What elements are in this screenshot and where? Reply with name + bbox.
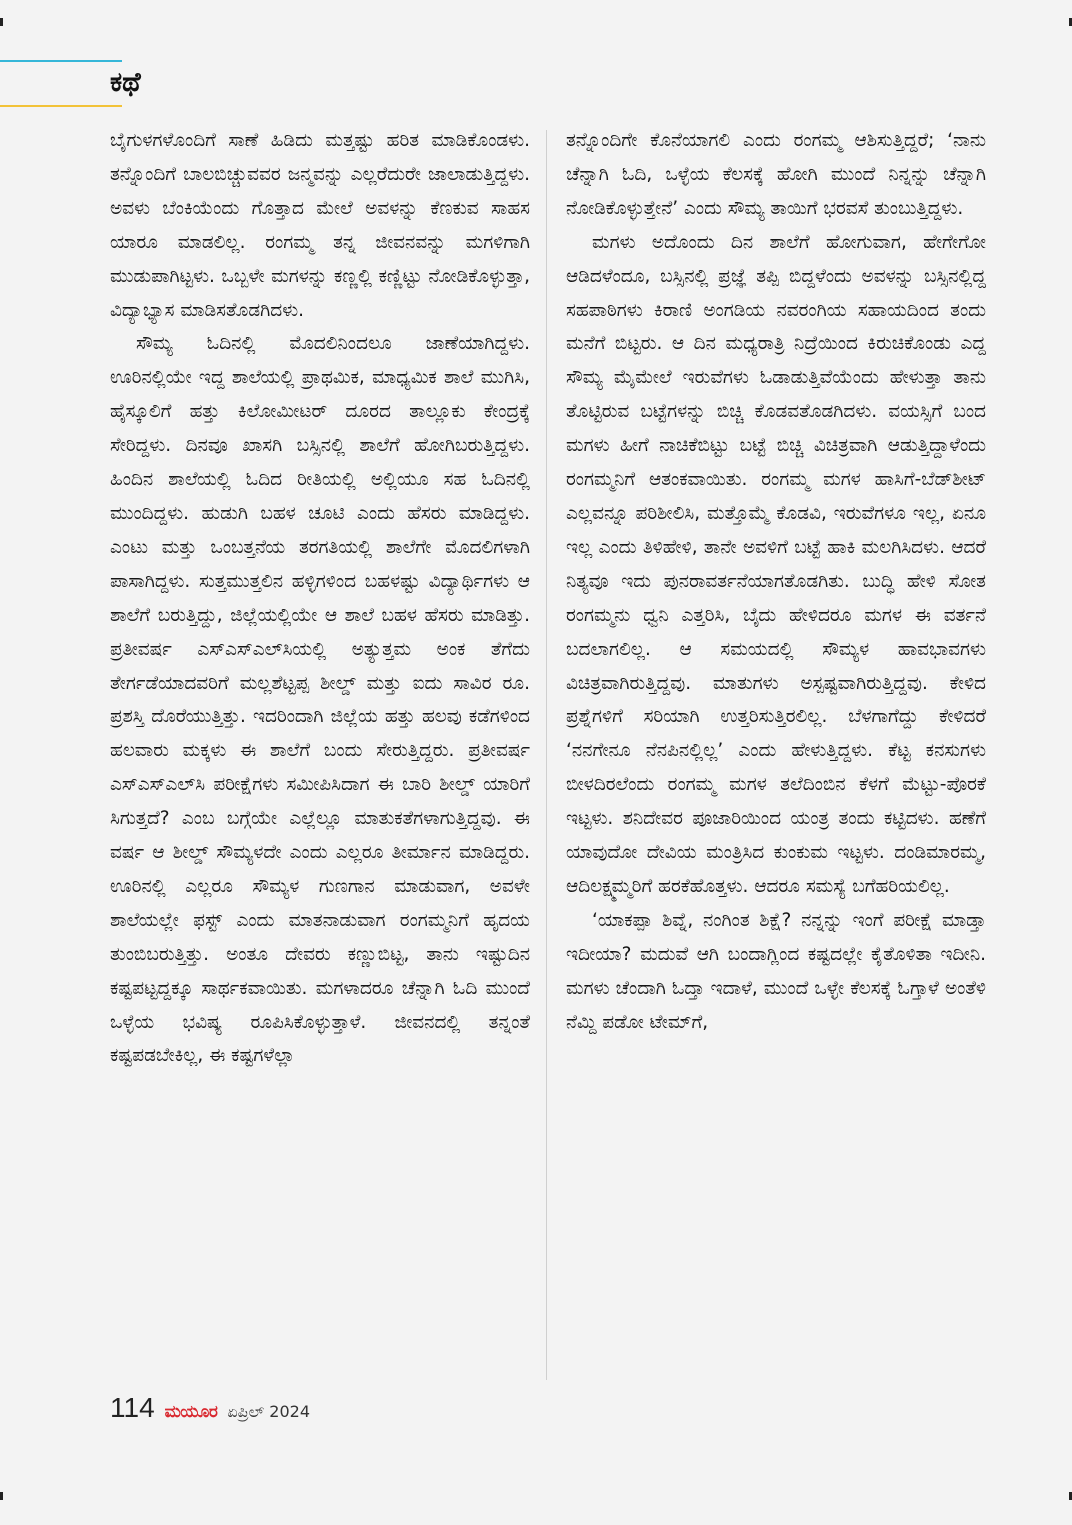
magazine-logo: ಮಯೂರ [164,1402,218,1422]
crop-mark-bottom-left [0,1492,3,1500]
left-column [110,124,530,1073]
right-paragraph-3: ‘ಯಾಕಪ್ಪಾ ಶಿವ್ನೆ, ನಂಗಿಂತ ಶಿಕ್ಷೆ? ನನ್ನನ್ನು ಇಂಗೆ ಪರೀಕ್ಷೆ ಮಾಡ್ತಾ ಇದೀಯಾ? ಮದುವೆ ಆಗಿ ಬಂದಾಗ್ಲಿಂದ ಕಷ್ಟದಲ್ಲೇ ಕೈತೊಳಿತಾ ಇದೀನಿ. ಮಗಳು ಚೆಂದಾಗಿ ಓದ್ತಾ ಇದಾಳೆ, ಮುಂದೆ ಒಳ್ಳೇ ಕೆಲಸಕ್ಕೆ ಓಗ್ತಾಳೆ ಅಂತೆಳಿ ನೆಮ್ದಿ ಪಡೋ ಟೇಮ್‌ಗೆ, [566,909,986,1033]
column-divider [546,130,547,1380]
right-paragraph-2: ಮಗಳು ಅದೊಂದು ದಿನ ಶಾಲೆಗೆ ಹೋಗುವಾಗ, ಹೇಗೇಗೋ ಆಡಿದಳೆಂದೂ, ಬಸ್ಸಿನಲ್ಲಿ ಪ್ರಜ್ಞೆ ತಪ್ಪಿ ಬಿದ್ದಳೆಂದು ಅವಳನ್ನು ಬಸ್ಸಿನಲ್ಲಿದ್ದ ಸಹಪಾಠಿಗಳು ಕಿರಾಣಿ ಅಂಗಡಿಯ ನವರಂಗಿಯ ಸಹಾಯದಿಂದ ತಂದು ಮನೆಗೆ ಬಿಟ್ಟರು. ಆ ದಿನ ಮಧ್ಯರಾತ್ರಿ ನಿದ್ರೆಯಿಂದ ಕಿರುಚಿಕೊಂಡು ಎದ್ದ ಸೌಮ್ಯ ಮೈಮೇಲೆ ಇರುವೆಗಳು ಓಡಾಡುತ್ತಿವೆಯೆಂದು ಹೇಳುತ್ತಾ ತಾನು ತೊಟ್ಟಿರುವ ಬಟ್ಟೆಗಳನ್ನು ಬಿಚ್ಚಿ ಕೊಡವತೊಡಗಿದಳು. ವಯಸ್ಸಿಗೆ ಬಂದ ಮಗಳು ಹೀಗೆ ನಾಚಿಕೆಬಿಟ್ಟು ಬಟ್ಟೆ ಬಿಚ್ಚಿ ವಿಚಿತ್ರವಾಗಿ ಆಡುತ್ತಿದ್ದಾಳೆಂದು ರಂಗಮ್ಮನಿಗೆ ಆತಂಕವಾಯಿತು. ರಂಗಮ್ಮ ಮಗಳ ಹಾಸಿಗೆ-ಬೆಡ್‌ಶೀಟ್ ಎಲ್ಲವನ್ನೂ ಪರಿಶೀಲಿಸಿ, ಮತ್ತೊಮ್ಮೆ ಕೊಡವಿ, ಇರುವೆಗಳೂ ಇಲ್ಲ, ಏನೂ ಇಲ್ಲ ಎಂದು ತಿಳಿಹೇಳಿ, ತಾನೇ ಅವಳಿಗೆ ಬಟ್ಟೆ ಹಾಕಿ ಮಲಗಿಸಿದಳು. ಆದರೆ ನಿತ್ಯವೂ ಇದು ಪುನರಾವರ್ತನೆಯಾಗತೊಡಗಿತು. ಬುದ್ಧಿ ಹೇಳಿ ಸೋತ ರಂಗಮ್ಮನು ಧ್ವನಿ ಎತ್ತರಿಸಿ, ಬೈದು ಹೇಳಿದರೂ ಮಗಳ ಈ ವರ್ತನೆ ಬದಲಾಗಲಿಲ್ಲ. ಆ ಸಮಯದಲ್ಲಿ ಸೌಮ್ಯಳ ಹಾವಭಾವಗಳು ವಿಚಿತ್ರವಾಗಿರುತ್ತಿದ್ದವು. ಮಾತುಗಳು ಅಸ್ಪಷ್ಟವಾಗಿರುತ್ತಿದ್ದವು. ಕೇಳಿದ ಪ್ರಶ್ನೆಗಳಿಗೆ ಸರಿಯಾಗಿ ಉತ್ತರಿಸುತ್ತಿರಲಿಲ್ಲ. ಬೆಳಗಾಗೆದ್ದು ಕೇಳಿದರೆ ‘ನನಗೇನೂ ನೆನಪಿನಲ್ಲಿಲ್ಲ’ ಎಂದು ಹೇಳುತ್ತಿದ್ದಳು. ಕೆಟ್ಟ ಕನಸುಗಳು ಬೀಳದಿರಲೆಂದು ರಂಗಮ್ಮ ಮಗಳ ತಲೆದಿಂಬಿನ ಕೆಳಗೆ ಮೆಟ್ಟು-ಪೊರಕೆ ಇಟ್ಟಳು. ಶನಿದೇವರ ಪೂಜಾರಿಯಿಂದ ಯಂತ್ರ ತಂದು ಕಟ್ಟಿದಳು. ಹಣೆಗೆ ಯಾವುದೋ ದೇವಿಯ ಮಂತ್ರಿಸಿದ ಕುಂಕುಮ ಇಟ್ಟಳು. ದಂಡಿಮಾರಮ್ಮ, ಆದಿಲಕ್ಷ್ಮಮ್ಮರಿಗೆ ಹರಕೆಹೊತ್ತಳು. ಆದರೂ ಸಮಸ್ಯೆ ಬಗೆಹರಿಯಲಿಲ್ಲ. [566,231,986,897]
issue-date: ಏಪ್ರಿಲ್ 2024 [227,1402,310,1421]
header-rule-yellow [0,105,122,107]
page-number: 114 [110,1392,155,1423]
section-title: ಕಥೆ [110,67,141,98]
left-paragraph-1: ಬೈಗುಳಗಳೊಂದಿಗೆ ಸಾಣೆ ಹಿಡಿದು ಮತ್ತಷ್ಟು ಹರಿತ ಮಾಡಿಕೊಂಡಳು. ತನ್ನೊಂದಿಗೆ ಬಾಲಬಿಚ್ಚುವವರ ಜನ್ಮವನ್ನು ಎಲ್ಲರೆದುರೇ ಜಾಲಾಡುತ್ತಿದ್ದಳು. ಅವಳು ಬೆಂಕಿಯೆಂದು ಗೊತ್ತಾದ ಮೇಲೆ ಅವಳನ್ನು ಕೆಣಕುವ ಸಾಹಸ ಯಾರೂ ಮಾಡಲಿಲ್ಲ. ರಂಗಮ್ಮ ತನ್ನ ಜೀವನವನ್ನು ಮಗಳಿಗಾಗಿ ಮುಡುಪಾಗಿಟ್ಟಳು. ಒಬ್ಬಳೇ ಮಗಳನ್ನು ಕಣ್ಣಲ್ಲಿ ಕಣ್ಣಿಟ್ಟು ನೋಡಿಕೊಳ್ಳುತ್ತಾ, ವಿದ್ಯಾಭ್ಯಾಸ ಮಾಡಿಸತೊಡಗಿದಳು. [110,130,530,321]
right-column [566,124,986,1039]
right-paragraph-1: ತನ್ನೊಂದಿಗೇ ಕೊನೆಯಾಗಲಿ ಎಂದು ರಂಗಮ್ಮ ಆಶಿಸುತ್ತಿದ್ದರೆ; ‘ನಾನು ಚೆನ್ನಾಗಿ ಓದಿ, ಒಳ್ಳೆಯ ಕೆಲಸಕ್ಕೆ ಹೋಗಿ ಮುಂದೆ ನಿನ್ನನ್ನು ಚೆನ್ನಾಗಿ ನೋಡಿಕೊಳ್ಳುತ್ತೇನೆ’ ಎಂದು ಸೌಮ್ಯ ತಾಯಿಗೆ ಭರವಸೆ ತುಂಬುತ್ತಿದ್ದಳು. [566,130,986,219]
header-rule-blue [0,60,122,62]
crop-mark-top-left [0,18,3,26]
left-paragraph-2: ಸೌಮ್ಯ ಓದಿನಲ್ಲಿ ಮೊದಲಿನಿಂದಲೂ ಜಾಣೆಯಾಗಿದ್ದಳು. ಊರಿನಲ್ಲಿಯೇ ಇದ್ದ ಶಾಲೆಯಲ್ಲಿ ಪ್ರಾಥಮಿಕ, ಮಾಧ್ಯಮಿಕ ಶಾಲೆ ಮುಗಿಸಿ, ಹೈಸ್ಕೂಲಿಗೆ ಹತ್ತು ಕಿಲೋಮೀಟರ್ ದೂರದ ತಾಲ್ಲೂಕು ಕೇಂದ್ರಕ್ಕೆ ಸೇರಿದ್ದಳು. ದಿನವೂ ಖಾಸಗಿ ಬಸ್ಸಿನಲ್ಲಿ ಶಾಲೆಗೆ ಹೋಗಿಬರುತ್ತಿದ್ದಳು. ಹಿಂದಿನ ಶಾಲೆಯಲ್ಲಿ ಓದಿದ ರೀತಿಯಲ್ಲಿ ಅಲ್ಲಿಯೂ ಸಹ ಓದಿನಲ್ಲಿ ಮುಂದಿದ್ದಳು. ಹುಡುಗಿ ಬಹಳ ಚೂಟಿ ಎಂದು ಹೆಸರು ಮಾಡಿದ್ದಳು. ಎಂಟು ಮತ್ತು ಒಂಬತ್ತನೆಯ ತರಗತಿಯಲ್ಲಿ ಶಾಲೆಗೇ ಮೊದಲಿಗಳಾಗಿ ಪಾಸಾಗಿದ್ದಳು. ಸುತ್ತಮುತ್ತಲಿನ ಹಳ್ಳಿಗಳಿಂದ ಬಹಳಷ್ಟು ವಿದ್ಯಾರ್ಥಿಗಳು ಆ ಶಾಲೆಗೆ ಬರುತ್ತಿದ್ದು, ಜಿಲ್ಲೆಯಲ್ಲಿಯೇ ಆ ಶಾಲೆ ಬಹಳ ಹೆಸರು ಮಾಡಿತ್ತು. ಪ್ರತೀವರ್ಷ ಎಸ್‌ಎಸ್‌ಎಲ್‌ಸಿಯಲ್ಲಿ ಅತ್ಯುತ್ತಮ ಅಂಕ ತೆಗೆದು ತೇರ್ಗಡೆಯಾದವರಿಗೆ ಮಲ್ಲಶೆಟ್ಟಪ್ಪ ಶೀಲ್ಡ್ ಮತ್ತು ಐದು ಸಾವಿರ ರೂ. ಪ್ರಶಸ್ತಿ ದೊರೆಯುತ್ತಿತ್ತು. ಇದರಿಂದಾಗಿ ಜಿಲ್ಲೆಯ ಹತ್ತು ಹಲವು ಕಡೆಗಳಿಂದ ಹಲವಾರು ಮಕ್ಕಳು ಈ ಶಾಲೆಗೆ ಬಂದು ಸೇರುತ್ತಿದ್ದರು. ಪ್ರತೀವರ್ಷ ಎಸ್‌ಎಸ್‌ಎಲ್‌ಸಿ ಪರೀಕ್ಷೆಗಳು ಸಮೀಪಿಸಿದಾಗ ಈ ಬಾರಿ ಶೀಲ್ಡ್ ಯಾರಿಗೆ ಸಿಗುತ್ತದೆ? ಎಂಬ ಬಗ್ಗೆಯೇ ಎಲ್ಲೆಲ್ಲೂ ಮಾತುಕತೆಗಳಾಗುತ್ತಿದ್ದವು. ಈ ವರ್ಷ ಆ ಶೀಲ್ಡ್ ಸೌಮ್ಯಳದೇ ಎಂದು ಎಲ್ಲರೂ ತೀರ್ಮಾನ ಮಾಡಿದ್ದರು. ಊರಿನಲ್ಲಿ ಎಲ್ಲರೂ ಸೌಮ್ಯಳ ಗುಣಗಾನ ಮಾಡುವಾಗ, ಅವಳೇ ಶಾಲೆಯಲ್ಲೇ ಫಸ್ಟ್ ಎಂದು ಮಾತನಾಡುವಾಗ ರಂಗಮ್ಮನಿಗೆ ಹೃದಯ ತುಂಬಿಬರುತ್ತಿತ್ತು. ಅಂತೂ ದೇವರು ಕಣ್ಣುಬಿಟ್ಟ, ತಾನು ಇಷ್ಟುದಿನ ಕಷ್ಟಪಟ್ಟದ್ದಕ್ಕೂ ಸಾರ್ಥಕವಾಯಿತು. ಮಗಳಾದರೂ ಚೆನ್ನಾಗಿ ಓದಿ ಮುಂದೆ ಒಳ್ಳೆಯ ಭವಿಷ್ಯ ರೂಪಿಸಿಕೊಳ್ಳುತ್ತಾಳೆ. ಜೀವನದಲ್ಲಿ ತನ್ನಂತೆ ಕಷ್ಟಪಡಬೇಕಿಲ್ಲ, ಈ ಕಷ್ಟಗಳೆಲ್ಲಾ [110,333,530,1067]
page-footer [110,1392,310,1432]
